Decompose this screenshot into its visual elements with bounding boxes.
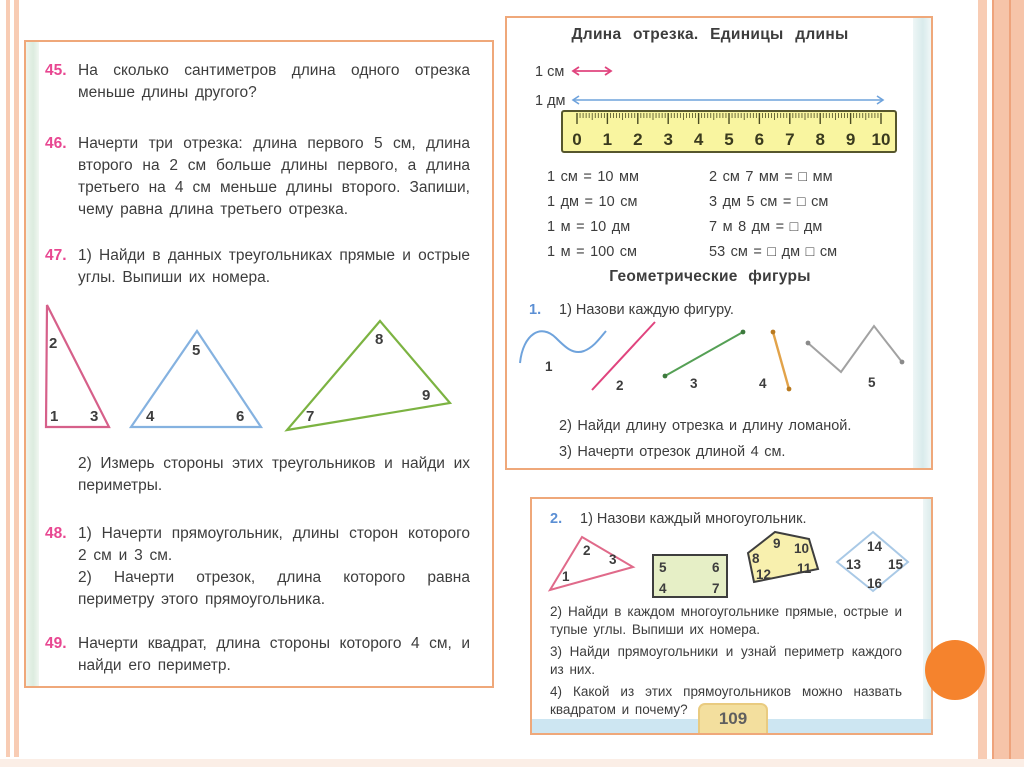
exercise-46	[45, 133, 470, 221]
ruler-number: 1	[602, 130, 613, 149]
exercise-48-text2: 2) Начерти отрезок, длина которого равна периметру этого прямоугольника.	[78, 569, 470, 608]
exercise-45	[45, 60, 470, 104]
exercise-48-text: 1) Начерти прямоугольник, длины сторон которого 2 см и 3 см.	[78, 525, 470, 564]
unit-segments-figure	[531, 56, 903, 114]
polygon-label-9: 9	[773, 536, 781, 551]
section-title-geometry: Геометрические фигуры	[609, 268, 811, 285]
angle-label-5: 5	[192, 342, 201, 359]
exercise-48-number: 48.	[45, 525, 67, 542]
ruler-number: 9	[845, 130, 856, 149]
dm-label: 1 дм	[535, 93, 566, 109]
textbook-page-right-bottom	[530, 497, 933, 735]
exercise-49-number: 49.	[45, 635, 67, 652]
ruler-number: 3	[663, 130, 673, 149]
conversion-line: 1 дм = 10 см	[547, 194, 638, 210]
polygon-label-12: 12	[756, 567, 772, 582]
geometric-figures	[515, 318, 915, 408]
exercise-49	[45, 633, 470, 677]
polygon-label-6: 6	[712, 560, 720, 575]
polygon-label-13: 13	[846, 557, 862, 572]
polygon-label-4: 4	[659, 581, 667, 596]
polygon-label-10: 10	[794, 541, 810, 556]
angle-label-4: 4	[146, 408, 155, 425]
angle-label-9: 9	[422, 387, 431, 404]
exercise-45-text: На сколько сантиметров длина одного отрезка меньше длины другого?	[78, 62, 470, 101]
task-1-item2: 2) Найди длину отрезка и длину ломаной.	[559, 418, 852, 434]
polygons-figure	[540, 527, 925, 605]
conversion-task-line: 7 м 8 дм = □ дм	[709, 219, 823, 235]
frame-stripe-left-1	[6, 0, 10, 757]
task-1-item1: 1) Назови каждую фигуру.	[559, 302, 734, 318]
triangles-figure	[40, 300, 480, 440]
figure-label-4: 4	[759, 376, 767, 391]
cm-label: 1 см	[535, 64, 565, 80]
exercise-48	[45, 523, 470, 611]
angle-label-3: 3	[90, 408, 99, 425]
task-2-item4: 4) Какой из этих прямоугольников можно назвать квадратом и почему?	[550, 684, 902, 717]
angle-label-1: 1	[50, 408, 59, 425]
task-2-number: 2.	[550, 511, 563, 527]
conversion-task-line: 53 см = □ дм □ см	[709, 244, 838, 260]
ruler-number: 4	[693, 130, 704, 149]
cm-segment	[573, 67, 611, 75]
textbook-page-left	[24, 40, 494, 688]
exercise-47-text2: 2) Измерь стороны этих треугольников и найди их периметры.	[78, 455, 470, 494]
page-edge-left	[26, 42, 39, 686]
task-2-item2: 2) Найди в каждом многоугольнике прямые, острые и тупые углы. Выпиши их номера.	[550, 604, 902, 637]
page-edge-right	[913, 18, 931, 468]
task-1-item3: 3) Начерти отрезок длиной 4 см.	[559, 444, 786, 460]
task-2-item3: 3) Найди прямоугольники и узнай периметр каждого из них.	[550, 644, 902, 677]
frame-stripe-left-2	[14, 0, 19, 757]
ruler-number: 5	[724, 130, 734, 149]
angle-label-7: 7	[306, 408, 315, 425]
polygon-label-2: 2	[583, 543, 591, 558]
conversion-task-line: 2 см 7 мм = □ мм	[709, 169, 833, 185]
figure-label-5: 5	[868, 375, 876, 390]
section-title-length: Длина отрезка. Единицы длины	[571, 26, 849, 43]
exercise-49-text: Начерти квадрат, длина стороны которого 4 см, и найди его периметр.	[78, 635, 470, 674]
page-number-tab	[698, 703, 768, 733]
accent-circle	[925, 640, 985, 700]
angle-label-2: 2	[49, 335, 58, 352]
polygon-label-1: 1	[562, 569, 570, 584]
task-1-number: 1.	[529, 302, 542, 318]
polygon-label-11: 11	[797, 561, 812, 576]
conversion-task-line: 3 дм 5 см = □ см	[709, 194, 829, 210]
polygon-label-16: 16	[867, 576, 883, 591]
polygon-label-7: 7	[712, 581, 720, 596]
ruler-number: 7	[785, 130, 795, 149]
angle-label-8: 8	[375, 331, 384, 348]
conversion-line: 1 м = 100 см	[547, 244, 638, 260]
figure-label-2: 2	[616, 378, 624, 393]
polygon-label-15: 15	[888, 557, 904, 572]
frame-stripe-right-2	[992, 0, 1024, 767]
ruler-number: 0	[572, 130, 582, 149]
exercise-46-text: Начерти три отрезка: длина первого 5 см, длина второго на 2 см больше длины первого, а длина третьего на 4 см меньше длины второго. Запиши, чему равна длина третьего отрезка.	[78, 135, 470, 218]
figure-curve	[520, 331, 606, 363]
ruler-number: 10	[871, 130, 891, 149]
polygon-label-14: 14	[867, 539, 883, 554]
textbook-page-right-top	[505, 16, 933, 470]
page-number: 109	[718, 709, 748, 728]
figure-segment-green	[663, 330, 746, 379]
figure-segment-orange	[771, 330, 792, 392]
figure-label-1: 1	[545, 359, 553, 374]
task-1	[529, 300, 734, 320]
polygon-label-5: 5	[659, 560, 667, 575]
dm-segment	[573, 96, 883, 104]
ruler-number: 8	[815, 130, 825, 149]
frame-bottom-band	[0, 759, 1024, 767]
ruler	[561, 110, 897, 154]
angle-label-6: 6	[236, 408, 245, 425]
exercise-47	[45, 245, 470, 289]
ruler-number: 2	[633, 130, 643, 149]
polygon-label-3: 3	[609, 552, 617, 567]
ruler-number: 6	[754, 130, 765, 149]
polygon-label-8: 8	[752, 551, 760, 566]
conversion-line: 1 см = 10 мм	[547, 169, 639, 185]
exercise-47-text: 1) Найди в данных треугольниках прямые и острые углы. Выпиши их номера.	[78, 247, 470, 286]
figure-label-3: 3	[690, 376, 698, 391]
exercise-46-number: 46.	[45, 135, 67, 152]
conversions-tasks	[709, 165, 837, 265]
exercise-45-number: 45.	[45, 62, 67, 79]
task-2-item1: 1) Назови каждый многоугольник.	[580, 511, 807, 527]
conversion-line: 1 м = 10 дм	[547, 219, 631, 235]
conversions-known	[547, 165, 639, 265]
figure-polyline	[806, 326, 905, 372]
exercise-47-number: 47.	[45, 247, 67, 264]
task-2	[550, 509, 807, 529]
